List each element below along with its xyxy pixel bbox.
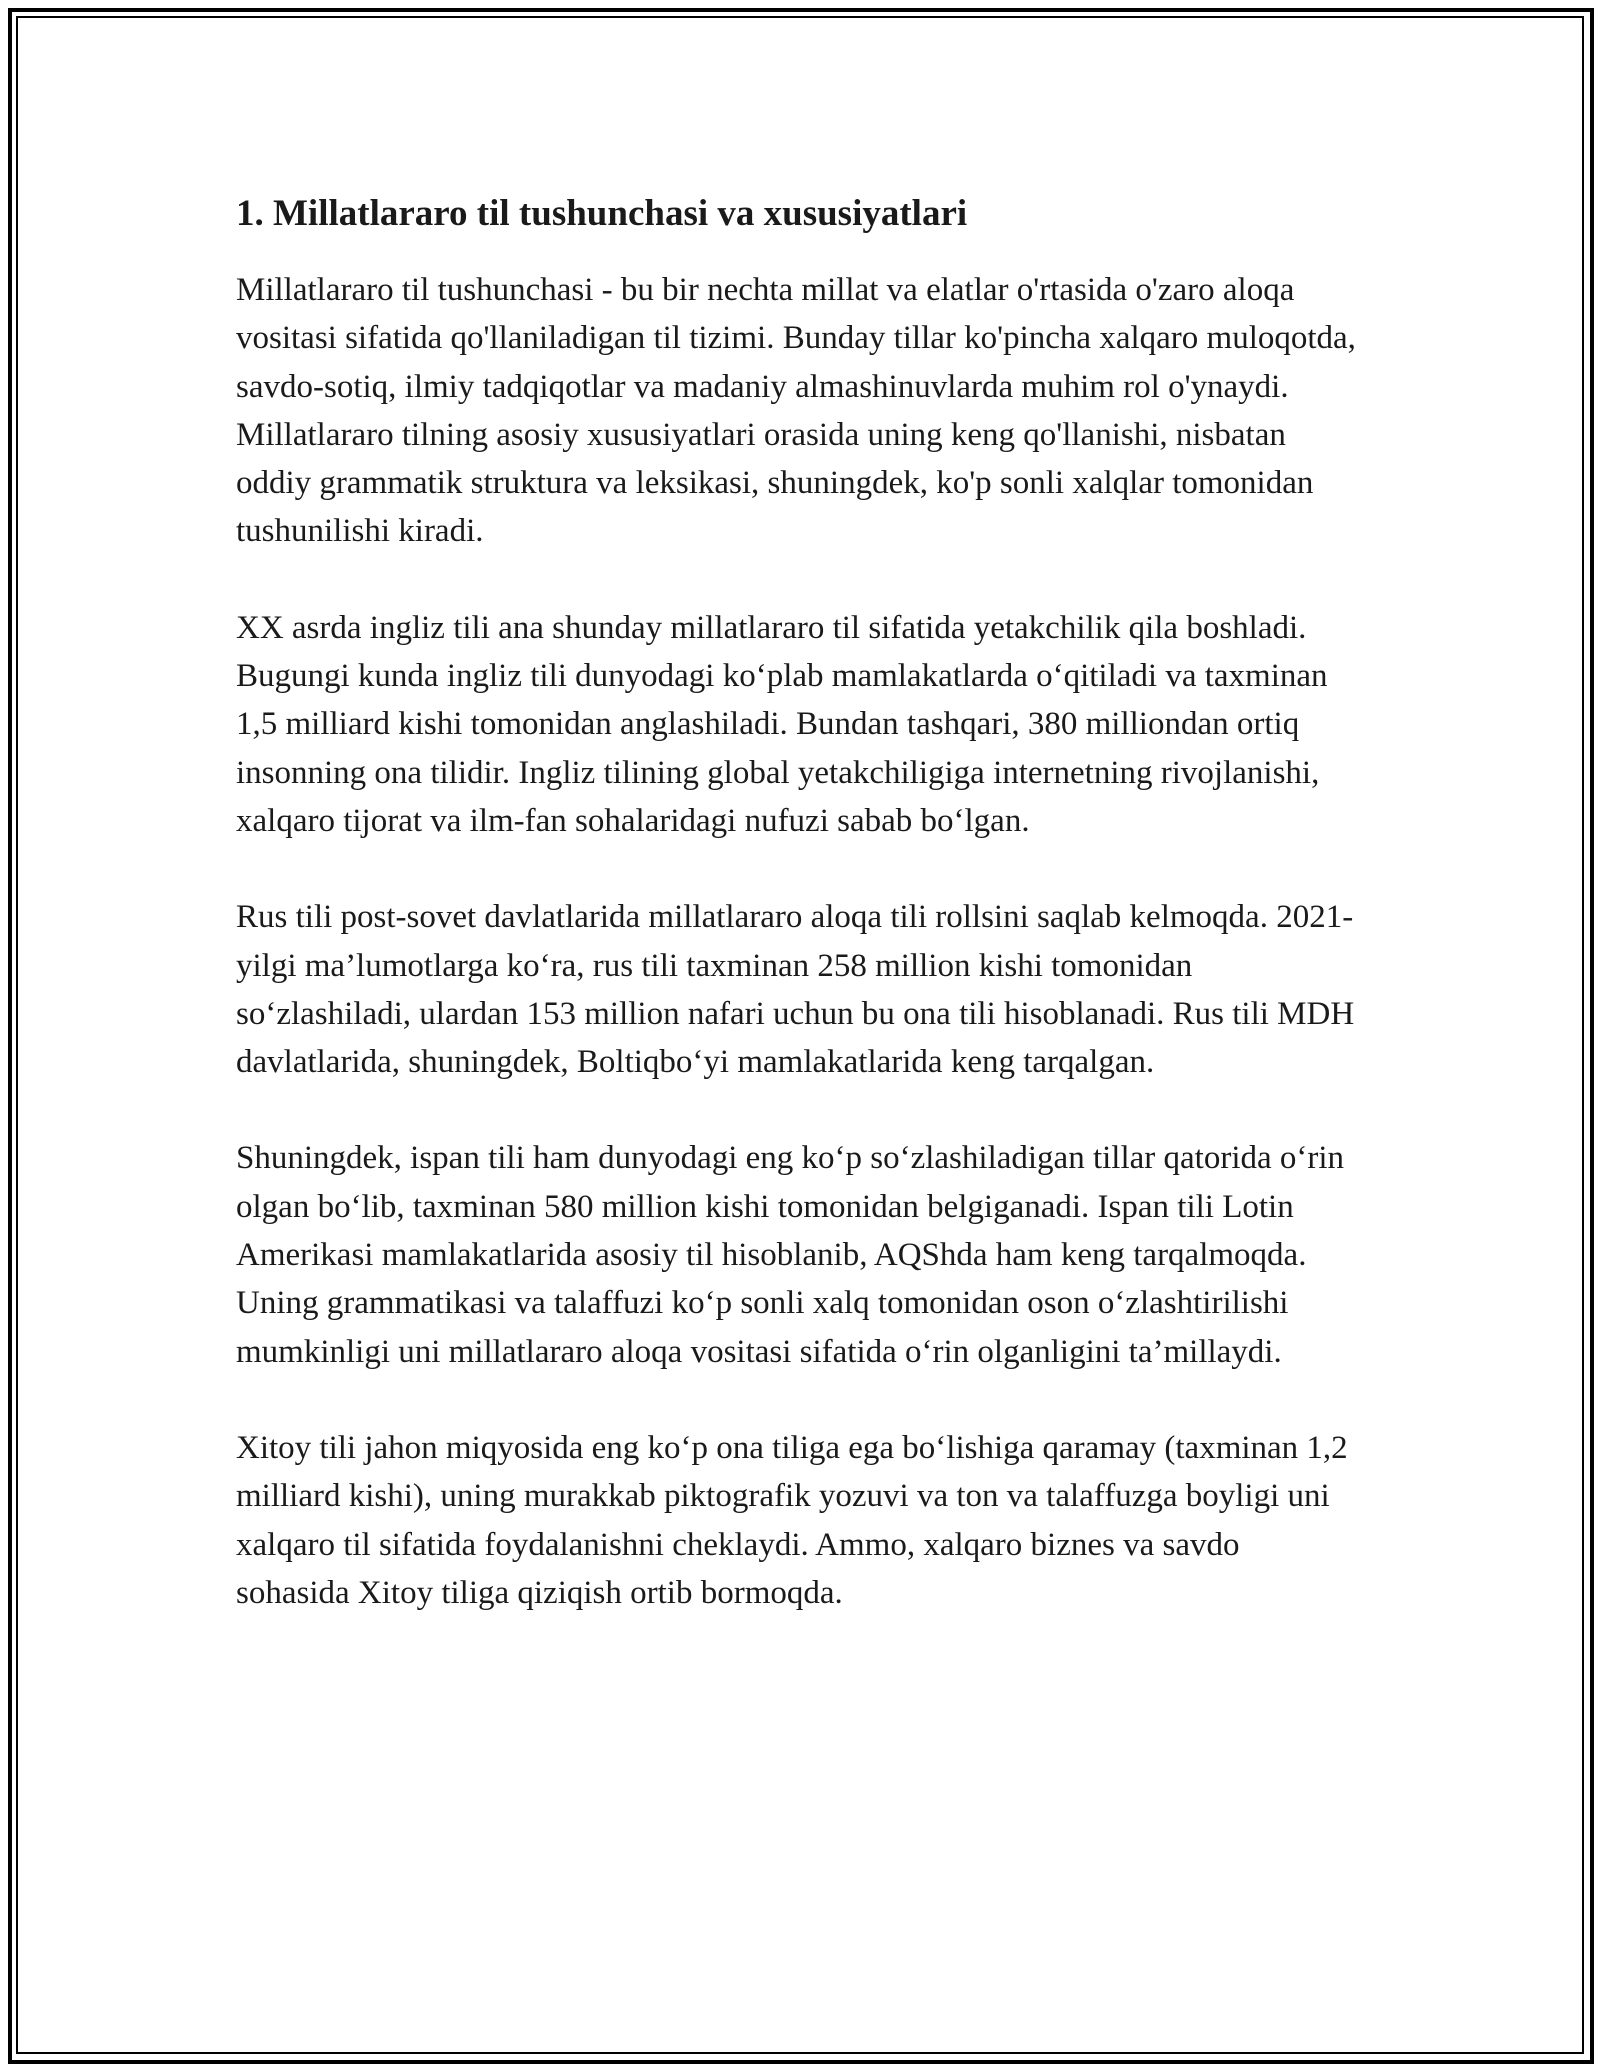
paragraph-chinese: Xitoy tili jahon miqyosida eng ko‘p ona tiliga ega bo‘lishiga qaramay (taxminan 1,2 milliard kishi), uning murakkab piktografik yozuvi va ton va talaffuzga boyligi uni xalqaro til sifatida foydalanishni cheklaydi. Ammo, xalqaro biznes va savdo sohasida Xitoy tiliga qiziqish ortib bormoqda. xyxy=(236,1429,1348,1611)
document-body xyxy=(236,186,1360,1665)
section-heading: 1. Millatlararo til tushunchasi va xususiyatlari xyxy=(236,193,968,234)
paragraph-spanish: Shuningdek, ispan tili ham dunyodagi eng ko‘p so‘zlashiladigan tillar qatorida o‘rin olgan bo‘lib, taxminan 580 million kishi tomonidan belgiganadi. Ispan tili Lotin Amerikasi mamlakatlarida asosiy til hisoblanib, AQShda ham keng tarqalmoqda. Uning grammatikasi va talaffuzi ko‘p sonli xalq tomonidan oson o‘zlashtirilishi mumkinligi uni millatlararo aloqa vositasi sifatida o‘rin olganligini ta’millaydi. xyxy=(236,1140,1345,1370)
paragraph-russian: Rus tili post-sovet davlatlarida millatlararo aloqa tili rollsini saqlab kelmoqda. 2021-yilgi ma’lumotlarga ko‘ra, rus tili taxminan 258 million kishi tomonidan so‘zlashiladi, ulardan 153 million nafari uchun bu ona tili hisoblanadi. Rus tili MDH davlatlarida, shuningdek, Boltiqbo‘yi mamlakatlarida keng tarqalgan. xyxy=(236,899,1355,1081)
paragraph-english: XX asrda ingliz tili ana shunday millatlararo til sifatida yetakchilik qila boshladi. Bugungi kunda ingliz tili dunyodagi ko‘plab mamlakatlarda o‘qitiladi va taxminan 1,5 milliard kishi tomonidan anglashiladi. Bundan tashqari, 380 milliondan ortiq insonning ona tilidir. Ingliz tilining global yetakchiligiga internetning rivojlanishi, xalqaro tijorat va ilm-fan sohalaridagi nufuzi sabab bo‘lgan. xyxy=(236,609,1328,839)
paragraph-definition: Millatlararo til tushunchasi - bu bir nechta millat va elatlar o'rtasida o'zaro aloqa vositasi sifatida qo'llaniladigan til tizimi. Bunday tillar ko'pincha xalqaro muloqotda, savdo-sotiq, ilmiy tadqiqotlar va madaniy almashinuvlarda muhim rol o'ynaydi. Millatlararo tilning asosiy xususiyatlari orasida uning keng qo'llanishi, nisbatan oddiy grammatik struktura va leksikasi, shuningdek, ko'p sonli xalqlar tomonidan tushunilishi kiradi. xyxy=(236,272,1356,550)
